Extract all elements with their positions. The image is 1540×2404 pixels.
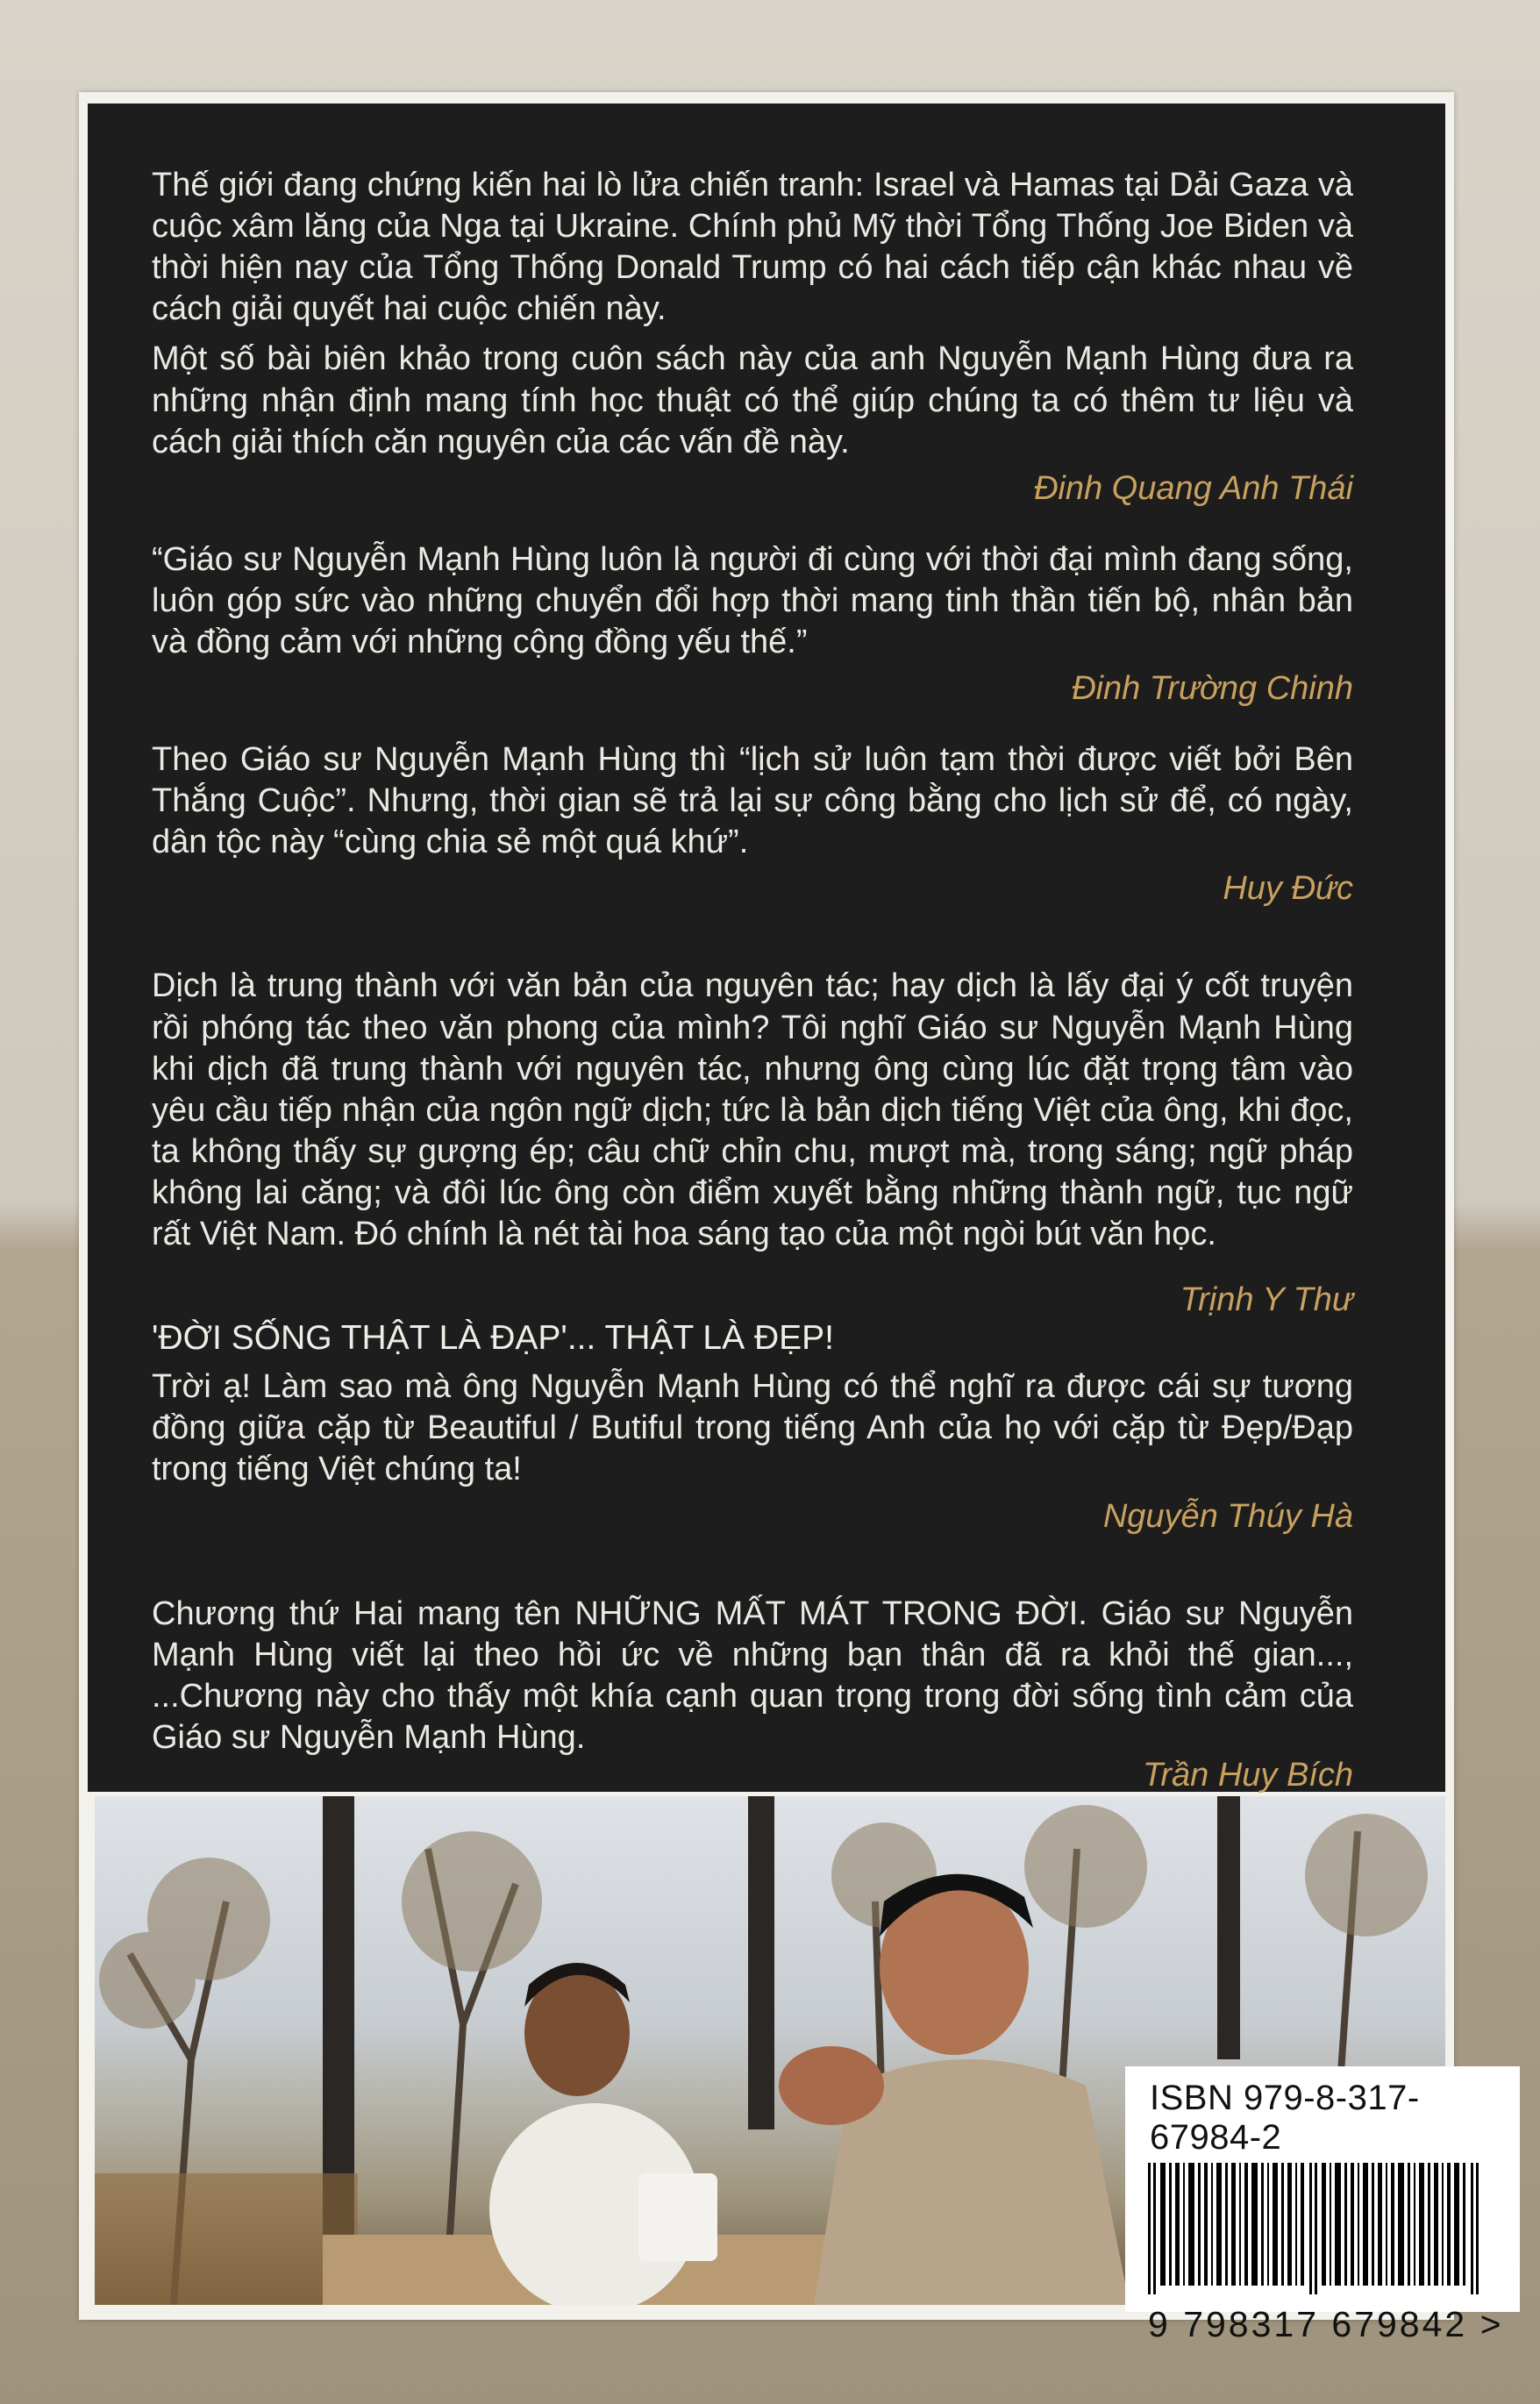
- quote-1-paragraph-1: Thế giới đang chứng kiến hai lò lửa chiến tranh: Israel và Hamas tại Dải Gaza và cuộc xâm lăng của Nga tại Ukraine. Chính phủ Mỹ thời Tổng Thống Joe Biden và thời hiện nay của Tổng Thống Donald Trump có hai cách tiếp cận khác nhau về cách giải quyết hai cuộc chiến này.: [152, 167, 1353, 328]
- quote-1-author: Đinh Quang Anh Thái: [1033, 469, 1353, 507]
- quote-4-paragraph: Dịch là trung thành với văn bản của nguyên tác; hay dịch là lấy đại ý cốt truyện rồi phóng tác theo văn phong của mình? Tôi nghĩ Giáo sư Nguyễn Mạnh Hùng khi dịch đã trung thành với nguyên tác, nhưng ông cùng lúc đặt trọng tâm vào yêu cầu tiếp nhận của ngôn ngữ dịch; tức là bản dịch tiếng Việt của ông, khi đọc, ta không thấy sự gượng ép; câu chữ chỉn chu, mượt mà, trong sáng; ngữ pháp không lai căng; và đôi lúc ông còn điểm xuyết bằng những thành ngữ, tục ngữ rất Việt Nam. Đó chính là nét tài hoa sáng tạo của một ngòi bút văn học.: [152, 967, 1353, 1253]
- quotes-panel: [88, 103, 1445, 1792]
- isbn-barcode-box: [1125, 2066, 1520, 2344]
- quote-4-author: Trịnh Y Thư: [1180, 1281, 1353, 1319]
- quote-6-author: Trần Huy Bích: [1142, 1756, 1353, 1794]
- isbn-label: ISBN 979-8-317-67984-2: [1150, 2079, 1420, 2157]
- quote-5-author: Nguyễn Thúy Hà: [1102, 1497, 1353, 1535]
- barcode-icon: [1141, 2163, 1504, 2294]
- quote-6-paragraph: Chương thứ Hai mang tên NHỮNG MẤT MÁT TRONG ĐỜI. Giáo sư Nguyễn Mạnh Hùng viết lại theo hồi ức về những bạn thân đã ra khỏi thế gian..., ...Chương này cho thấy một khía cạnh quan trọng trong đời sống tình cảm của Giáo sư Nguyễn Mạnh Hùng.: [152, 1594, 1353, 1756]
- quote-5-paragraph: Trời ạ! Làm sao mà ông Nguyễn Mạnh Hùng có thể nghĩ ra được cái sự tương đồng giữa cặp từ Beautiful / Butiful trong tiếng Anh của họ với cặp từ Đẹp/Đạp trong tiếng Việt chúng ta!: [152, 1368, 1353, 1488]
- quote-2-paragraph: “Giáo sư Nguyễn Mạnh Hùng luôn là người đi cùng với thời đại mình đang sống, luôn góp sức vào những chuyển đổi hợp thời mang tinh thần tiến bộ, nhân bản và đồng cảm với những cộng đồng yếu thế.”: [152, 540, 1353, 660]
- quote-3-author: Huy Đức: [1223, 870, 1353, 908]
- quote-2-author: Đinh Trường Chinh: [1072, 670, 1353, 708]
- quote-1-paragraph-2: Một số bài biên khảo trong cuôn sách này của anh Nguyễn Mạnh Hùng đưa ra những nhận định mang tính học thuật có thể giúp chúng ta có thêm tư liệu và cách giải thích căn nguyên của các vấn đề này.: [152, 340, 1353, 460]
- barcode-digits: 9 798317 679842 >: [1148, 2304, 1504, 2344]
- quote-5-heading: 'ĐỜI SỐNG THẬT LÀ ĐẠP'... THẬT LÀ ĐẸP!: [152, 1319, 834, 1358]
- quote-3-paragraph: Theo Giáo sư Nguyễn Mạnh Hùng thì “lịch sử luôn tạm thời được viết bởi Bên Thắng Cuộc”. Nhưng, thời gian sẽ trả lại sự công bằng cho lịch sử để, có ngày, dân tộc này “cùng chia sẻ một quá khứ”.: [152, 741, 1353, 861]
